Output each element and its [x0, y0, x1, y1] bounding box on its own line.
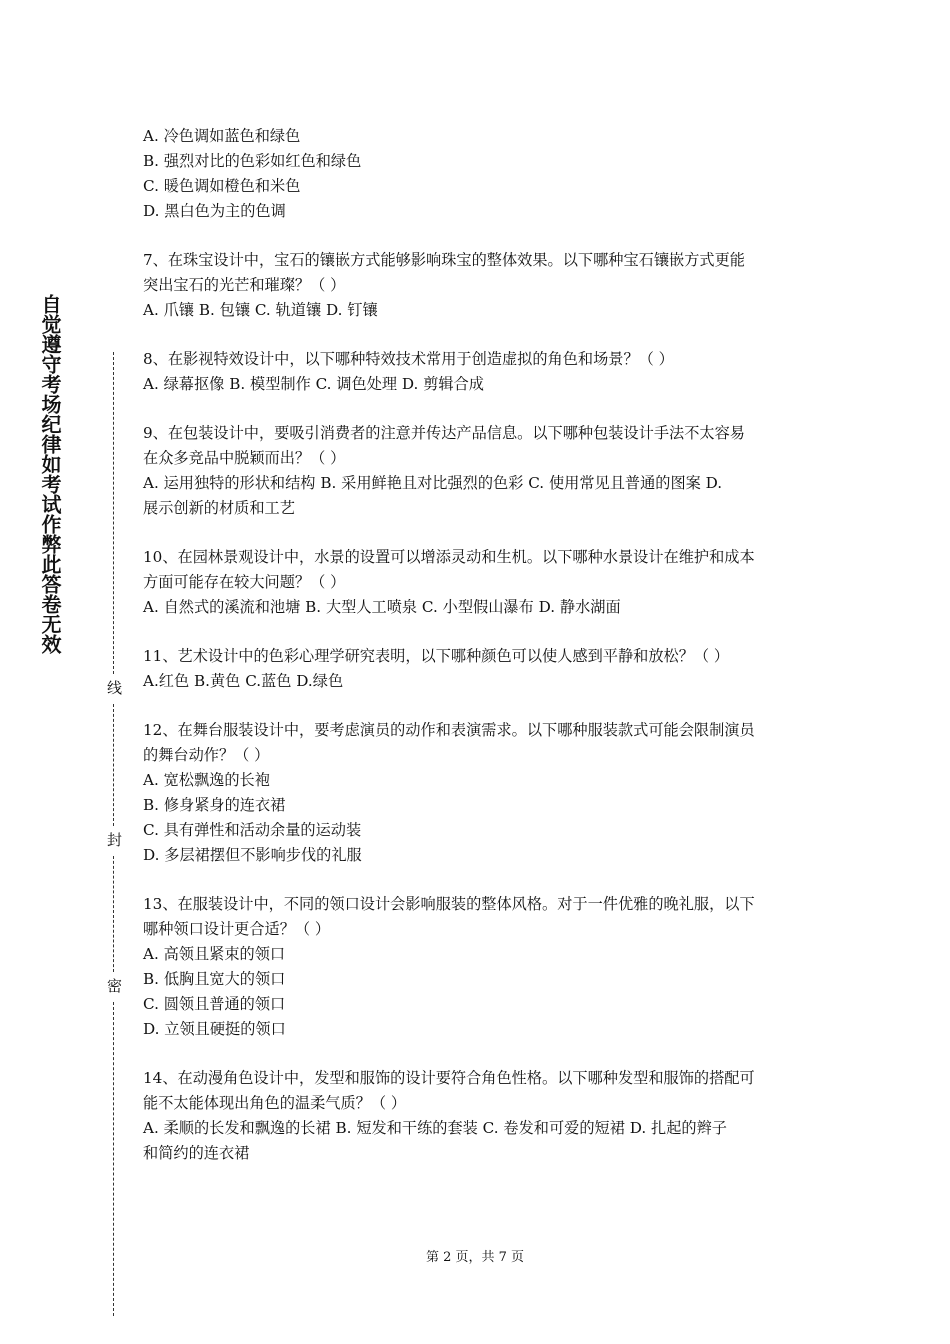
seal-dashed-line [113, 352, 114, 674]
option-line: B. 低胸且宽大的领口 [143, 970, 286, 988]
question-13 [143, 892, 811, 1042]
question-text: 在众多竞品中脱颖而出？（ ） [143, 449, 346, 467]
option-line: 和简约的连衣裙 [143, 1144, 250, 1162]
option-line: A. 自然式的溪流和池塘 B. 大型人工喷泉 C. 小型假山瀑布 D. 静水湖面 [143, 598, 621, 616]
seal-dashed-line [113, 1002, 114, 1316]
seal-mark-secret: 密 [105, 978, 123, 993]
question-10 [143, 545, 811, 620]
question-text: 突出宝石的光芒和璀璨？（ ） [143, 276, 346, 294]
question-11 [143, 644, 811, 694]
option-line: A. 绿幕抠像 B. 模型制作 C. 调色处理 D. 剪辑合成 [143, 375, 484, 393]
question-text: 13、在服装设计中，不同的领口设计会影响服装的整体风格。对于一件优雅的晚礼服，以下 [143, 895, 755, 913]
options-q6 [143, 124, 811, 224]
option-line: A. 爪镶 B. 包镶 C. 轨道镶 D. 钉镶 [143, 301, 378, 319]
option-line: B. 强烈对比的色彩如红色和绿色 [143, 152, 362, 170]
option-line: A. 高领且紧束的领口 [143, 945, 286, 963]
question-7 [143, 248, 811, 323]
seal-mark-line: 线 [105, 680, 123, 695]
option-line: A.红色 B.黄色 C.蓝色 D.绿色 [143, 672, 344, 690]
page-number-footer: 第 2 页，共 7 页 [425, 1250, 525, 1265]
question-12 [143, 718, 811, 868]
question-text: 8、在影视特效设计中，以下哪种特效技术常用于创造虚拟的角色和场景？（ ） [143, 350, 674, 368]
option-line: 展示创新的材质和工艺 [143, 499, 295, 517]
seal-mark-seal: 封 [105, 832, 123, 847]
option-line: D. 立领且硬挺的领口 [143, 1020, 286, 1038]
exam-discipline-warning: 自觉遵守考场纪律如考试作弊此答卷无效 [38, 294, 62, 654]
question-text: 11、艺术设计中的色彩心理学研究表明，以下哪种颜色可以使人感到平静和放松？（ ） [143, 647, 730, 665]
question-content [143, 124, 811, 1166]
question-text: 14、在动漫角色设计中，发型和服饰的设计要符合角色性格。以下哪种发型和服饰的搭配可 [143, 1069, 755, 1087]
question-9 [143, 421, 811, 521]
option-line: A. 冷色调如蓝色和绿色 [143, 127, 301, 145]
seal-dashed-line [113, 704, 114, 826]
question-text: 方面可能存在较大问题？（ ） [143, 573, 346, 591]
question-text: 哪种领口设计更合适？（ ） [143, 920, 331, 938]
option-line: C. 圆领且普通的领口 [143, 995, 286, 1013]
seal-dashed-line [113, 856, 114, 972]
option-line: A. 宽松飘逸的长袍 [143, 771, 270, 789]
option-line: D. 黑白色为主的色调 [143, 202, 286, 220]
option-line: D. 多层裙摆但不影响步伐的礼服 [143, 846, 362, 864]
question-text: 的舞台动作？（ ） [143, 746, 270, 764]
question-text: 能不太能体现出角色的温柔气质？（ ） [143, 1094, 407, 1112]
question-text: 10、在园林景观设计中，水景的设置可以增添灵动和生机。以下哪种水景设计在维护和成本 [143, 548, 755, 566]
option-line: B. 修身紧身的连衣裙 [143, 796, 286, 814]
option-line: A. 运用独特的形状和结构 B. 采用鲜艳且对比强烈的色彩 C. 使用常见且普通的图案 D. [143, 474, 723, 492]
option-line: C. 暖色调如橙色和米色 [143, 177, 301, 195]
option-line: C. 具有弹性和活动余量的运动装 [143, 821, 362, 839]
option-line: A. 柔顺的长发和飘逸的长裙 B. 短发和干练的套装 C. 卷发和可爱的短裙 D. 扎起的辫子 [143, 1119, 727, 1137]
question-14 [143, 1066, 811, 1166]
question-8 [143, 347, 811, 397]
question-text: 7、在珠宝设计中，宝石的镶嵌方式能够影响珠宝的整体效果。以下哪种宝石镶嵌方式更能 [143, 251, 745, 269]
question-text: 12、在舞台服装设计中，要考虑演员的动作和表演需求。以下哪种服装款式可能会限制演员 [143, 721, 755, 739]
question-text: 9、在包装设计中，要吸引消费者的注意并传达产品信息。以下哪种包装设计手法不太容易 [143, 424, 745, 442]
